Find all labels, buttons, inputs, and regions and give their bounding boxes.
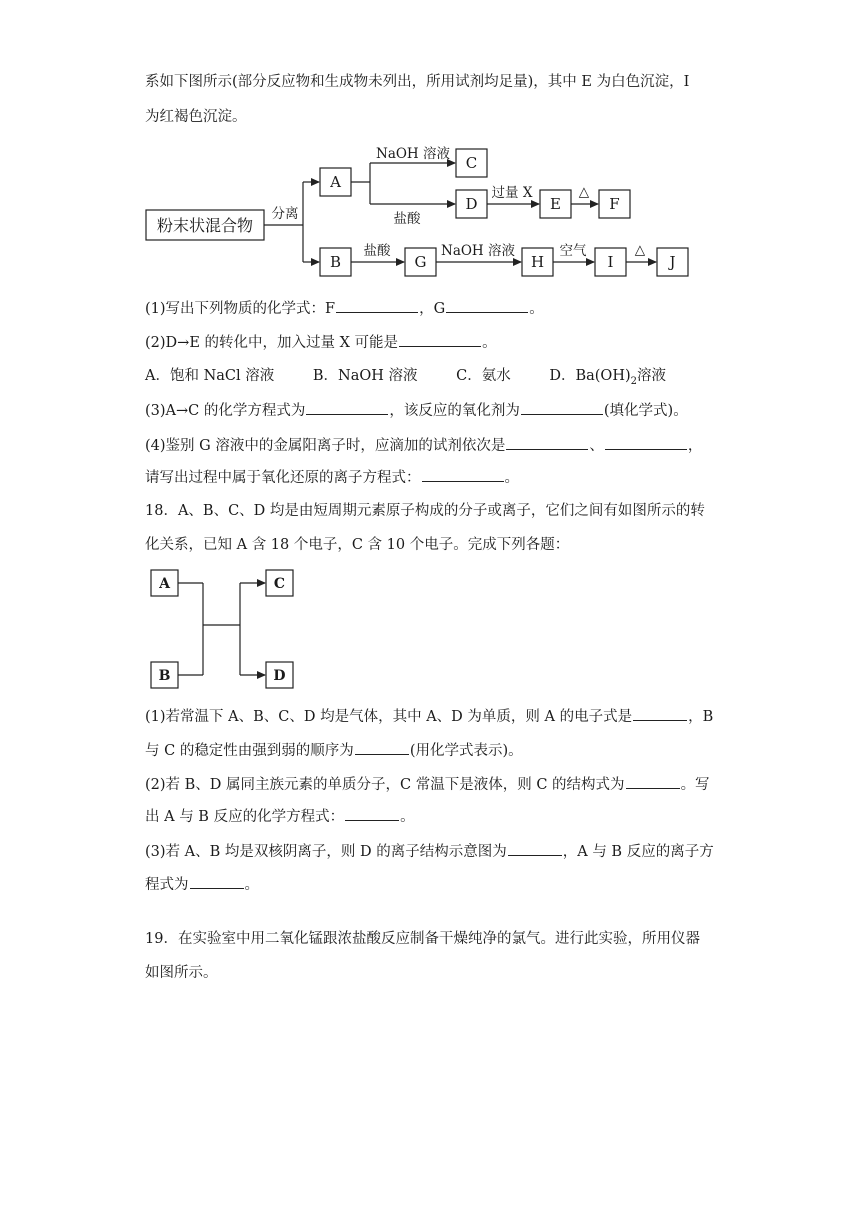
answer-blank[interactable] [355, 740, 409, 755]
answer-blank[interactable] [508, 841, 562, 856]
q19-line2: 如图所示。 [145, 965, 218, 981]
q18-node-C: C [273, 576, 286, 592]
q17-options [145, 366, 666, 392]
q17-part3: (3)A→C 的化学方程式为 ，该反应的氧化剂为 (填化学式)。 [145, 400, 688, 421]
label-ef: △ [578, 184, 590, 200]
q18-part3-cont: 程式为 。 [145, 874, 259, 895]
answer-blank[interactable] [399, 332, 481, 347]
node-I: I [607, 253, 614, 271]
answer-blank[interactable] [446, 298, 528, 313]
node-E: E [550, 195, 561, 213]
node-C: C [465, 154, 478, 172]
answer-blank[interactable] [633, 706, 687, 721]
label-ad: 盐酸 [393, 211, 421, 227]
start-label: 粉末状混合物 [156, 216, 254, 235]
label-split: 分离 [271, 206, 299, 222]
option-b: B．NaOH 溶液 [312, 368, 418, 384]
option-c: C．氨水 [456, 368, 511, 384]
label-ij: △ [634, 242, 646, 258]
node-D: D [465, 195, 478, 213]
q17-part2: (2)D→E 的转化中，加入过量 X 可能是 。 [145, 332, 497, 353]
q17-intro-line1: 系如下图所示(部分反应物和生成物未列出，所用试剂均足量)，其中 E 为白色沉淀，I [145, 74, 690, 90]
q17-part4-cont: 请写出过程中属于氧化还原的离子方程式： 。 [145, 467, 519, 488]
answer-blank[interactable] [506, 435, 588, 450]
node-G: G [414, 253, 427, 271]
option-d: D．$Ba(OH)_2$溶液 [549, 368, 666, 387]
answer-blank[interactable] [190, 874, 244, 889]
node-B: B [329, 253, 342, 271]
q17-flow-diagram [0, 140, 860, 285]
q18-node-A: A [159, 576, 170, 592]
label-bg: 盐酸 [363, 243, 391, 259]
answer-blank[interactable] [306, 400, 388, 415]
q18-part1-cont: 与 C 的稳定性由强到弱的顺序为 (用化学式表示)。 [145, 740, 523, 761]
q19-line1: 19．在实验室中用二氧化锰跟浓盐酸反应制备干燥纯净的氯气。进行此实验，所用仪器 [145, 931, 700, 947]
q17-part4: (4)鉴别 G 溶液中的金属阳离子时，应滴加的试剂依次是 、 ， [145, 435, 702, 456]
answer-blank[interactable] [345, 806, 399, 821]
q18-node-B: B [158, 668, 171, 684]
q18-intro-line2: 化关系，已知 A 含 18 个电子，C 含 10 个电子。完成下列各题： [145, 537, 570, 553]
answer-blank[interactable] [626, 774, 680, 789]
q18-part3: (3)若 A、B 均是双核阴离子，则 D 的离子结构示意图为 ，A 与 B 反应的离子方 [145, 841, 714, 862]
answer-blank[interactable] [605, 435, 687, 450]
label-ac: NaOH 溶液 [376, 146, 450, 162]
option-a: A．饱和 NaCl 溶液 [145, 368, 275, 384]
q18-part2-cont: 出 A 与 B 反应的化学方程式： 。 [145, 806, 415, 827]
label-gh: NaOH 溶液 [441, 243, 515, 259]
node-H: H [530, 253, 545, 271]
q17-part1: (1)写出下列物质的化学式：F ，G 。 [145, 298, 544, 319]
q18-diagram [0, 565, 860, 690]
node-F: F [609, 195, 620, 213]
q18-node-D: D [273, 668, 286, 684]
label-hi: 空气 [559, 243, 587, 259]
answer-blank[interactable] [336, 298, 418, 313]
answer-blank[interactable] [521, 400, 603, 415]
node-A: A [330, 173, 341, 191]
answer-blank[interactable] [422, 467, 504, 482]
q17-intro-line2: 为红褐色沉淀。 [145, 109, 247, 125]
q18-part2: (2)若 B、D 属同主族元素的单质分子，C 常温下是液体，则 C 的结构式为 。写 [145, 774, 710, 795]
q18-intro-line1: 18．A、B、C、D 均是由短周期元素原子构成的分子或离子，它们之间有如图所示的转 [145, 503, 705, 519]
label-de: 过量 X [491, 185, 533, 201]
node-J: J [669, 253, 676, 271]
q18-part1: (1)若常温下 A、B、C、D 均是气体，其中 A、D 为单质，则 A 的电子式是 ，B [145, 706, 713, 727]
